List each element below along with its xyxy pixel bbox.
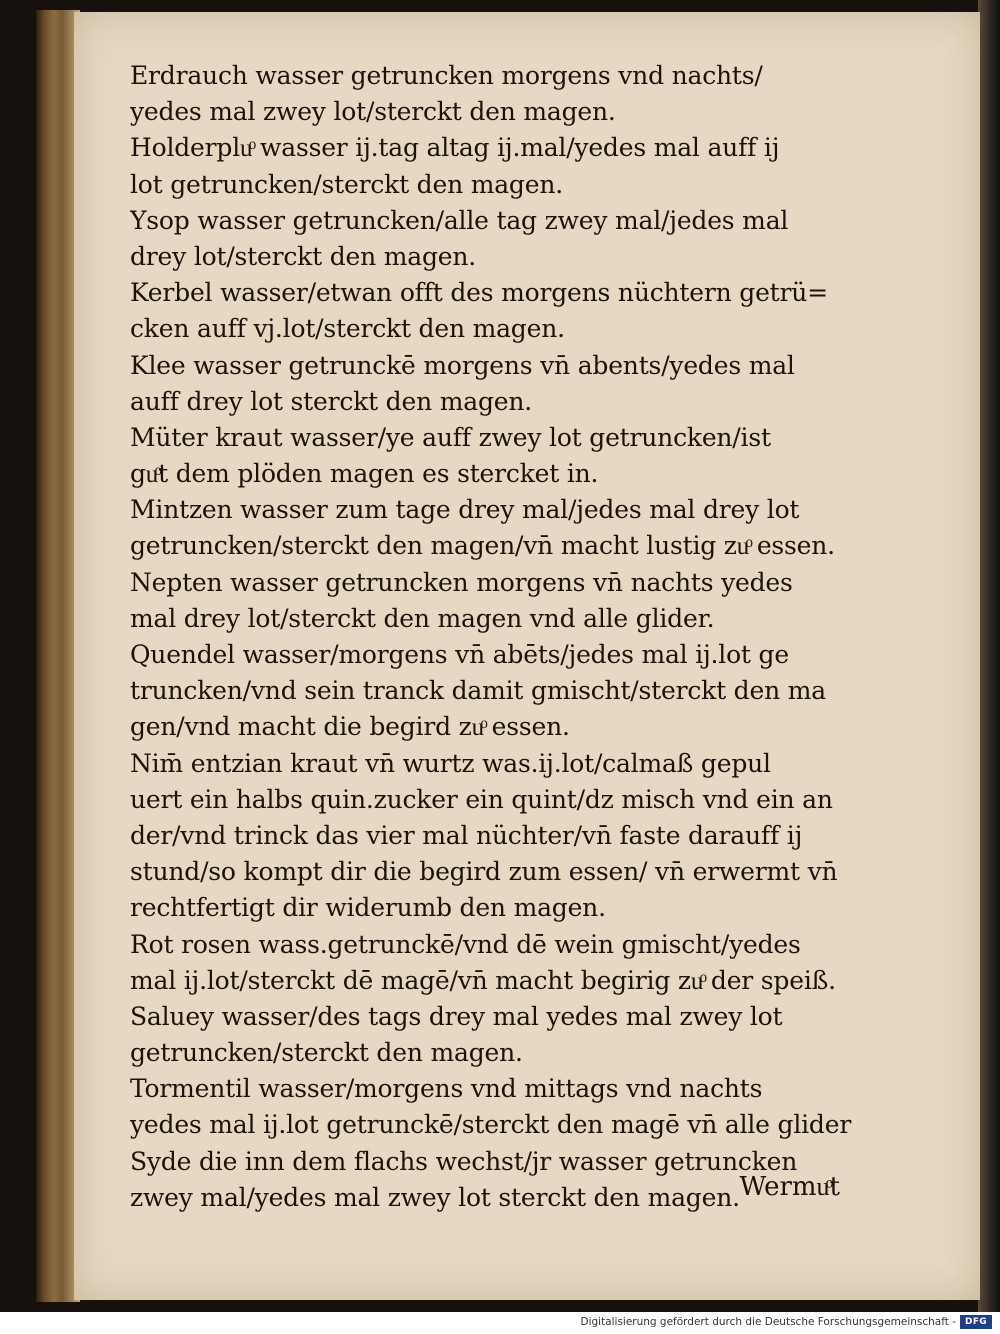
text-line: Erdrauch wasser getruncken morgens vnd nachts/ [130,61,763,90]
book-gutter [978,0,1000,1312]
text-line: mal ij.lot/sterckt dē magē/vn̄ macht begirig zuͦ der speiß. [130,965,836,995]
text-line: getruncken/sterckt den magen/vn̄ macht lustig zuͦ essen. [130,531,835,561]
dfg-logo: DFG [960,1315,992,1329]
text-line: Quendel wasser/morgens vn̄ abēts/jedes mal ij.lot ge [130,640,789,669]
text-line: guͦt dem plöden magen es stercket in. [130,459,599,489]
text-line: getruncken/sterckt den magen. [130,1038,523,1068]
text-line: der/vnd trinck das vier mal nüchter/vn̄ faste darauff ij [130,820,803,850]
catchword: Wermuͦt [739,1172,840,1202]
text-line: zwey mal/yedes mal zwey lot sterckt den magen. [130,1182,740,1212]
text-line: Holderpluͦ wasser ij.tag altag ij.mal/yedes mal auff ij [130,133,780,163]
text-line: mal drey lot/sterckt den magen vnd alle glider. [130,603,715,633]
text-line: truncken/vnd sein tranck damit gmischt/sterckt den ma [130,676,826,706]
text-line: drey lot/sterckt den magen. [130,241,477,271]
text-line: Rot rosen wass.getrunckē/vnd dē wein gmischt/yedes [130,929,801,959]
text-line: yedes mal zwey lot/sterckt den magen. [130,97,616,127]
text-line: Müter kraut wasser/ye auff zwey lot getruncken/ist [130,422,771,452]
text-line: yedes mal ij.lot getrunckē/sterckt den magē vn̄ alle glider [130,1110,852,1140]
text-line: Tormentil wasser/morgens vnd mittags vnd nachts [130,1074,763,1104]
text-block [130,58,942,1216]
text-line: lot getruncken/sterckt den magen. [130,169,563,199]
book-page [74,12,980,1300]
text-line: Kerbel wasser/etwan offt des morgens nüchtern getrü= [130,278,828,308]
footer [0,1312,1000,1334]
text-line: uert ein halbs quin.zucker ein quint/dz misch vnd ein an [130,784,833,814]
text-line: rechtfertigt dir widerumb den magen. [130,893,606,923]
text-line: Syde die inn dem flachs wechst/jr wasser getruncken [130,1146,798,1176]
footer-credit: Digitalisierung gefördert durch die Deutsche Forschungsgemeinschaft - [580,1316,956,1328]
text-line: Klee wasser getrunckē morgens vn̄ abents/yedes mal [130,350,795,380]
text-line: Saluey wasser/des tags drey mal yedes mal zwey lot [130,1001,783,1031]
text-line: Nim̄ entzian kraut vn̄ wurtz was.ij.lot/calmaß gepul [130,748,771,778]
text-line: Ysop wasser getruncken/alle tag zwey mal/jedes mal [130,205,789,235]
text-line: cken auff vj.lot/sterckt den magen. [130,314,565,344]
text-line: auff drey lot sterckt den magen. [130,386,532,416]
text-line: Mintzen wasser zum tage drey mal/jedes mal drey lot [130,495,800,525]
text-line: stund/so kompt dir die begird zum essen/ vn̄ erwermt vn̄ [130,857,838,887]
text-line: Nepten wasser getruncken morgens vn̄ nachts yedes [130,567,793,597]
text-line: gen/vnd macht die begird zuͦ essen. [130,712,570,742]
